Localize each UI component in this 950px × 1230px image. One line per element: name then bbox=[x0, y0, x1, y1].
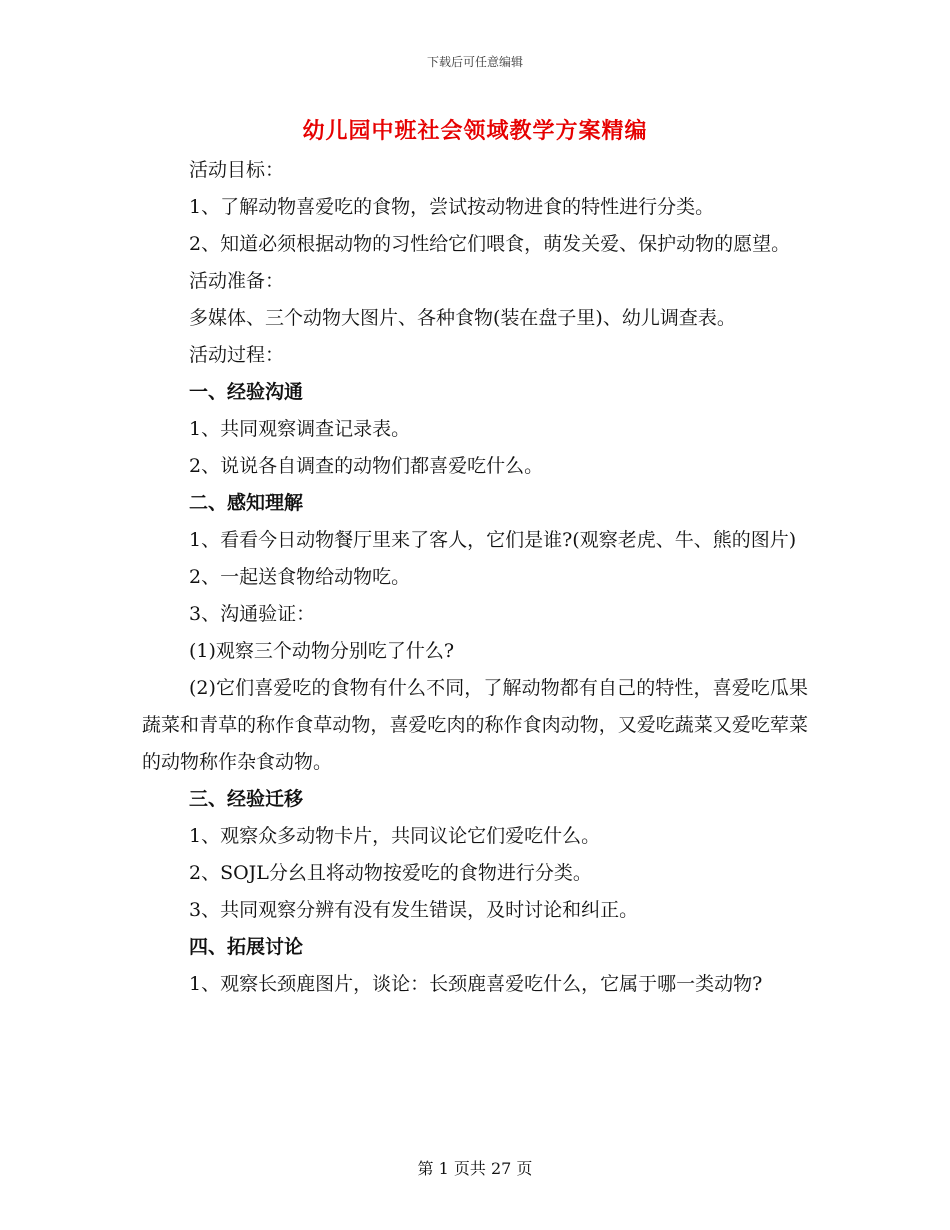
paragraph: 3、共同观察分辨有没有发生错误，及时讨论和纠正。 bbox=[189, 899, 639, 921]
paragraph: 多媒体、三个动物大图片、各种食物(装在盘子里)、幼儿调查表。 bbox=[189, 307, 736, 329]
paragraph: 1、看看今日动物餐厅里来了客人，它们是谁?(观察老虎、牛、熊的图片) bbox=[189, 529, 797, 551]
paragraph: 2、说说各自调查的动物们都喜爱吃什么。 bbox=[189, 455, 544, 477]
document-body bbox=[142, 152, 808, 1003]
page-number: 第 1 页共 27 页 bbox=[417, 1159, 533, 1178]
section-heading: 一、经验沟通 bbox=[189, 381, 304, 403]
paragraph: 活动目标： bbox=[189, 159, 285, 181]
paragraph: (2)它们喜爱吃的食物有什么不同，了解动物都有自己的特性，喜爱吃瓜果蔬菜和青草的称作食草动物，喜爱吃肉的称作食肉动物，又爱吃蔬菜又爱吃荤菜的动物称作杂食动物。 bbox=[142, 677, 808, 773]
document-title: 幼儿园中班社会领域教学方案精编 bbox=[302, 118, 648, 144]
section-heading: 三、经验迁移 bbox=[189, 788, 304, 810]
paragraph: 1、了解动物喜爱吃的食物，尝试按动物进食的特性进行分类。 bbox=[189, 196, 715, 218]
paragraph: 3、沟通验证： bbox=[189, 603, 316, 625]
section-heading: 四、拓展讨论 bbox=[189, 936, 304, 958]
paragraph: 1、共同观察调查记录表。 bbox=[189, 418, 411, 440]
paragraph: (1)观察三个动物分别吃了什么? bbox=[189, 640, 455, 662]
section-heading: 二、感知理解 bbox=[189, 492, 304, 514]
page-header-note: 下载后可任意编辑 bbox=[426, 55, 523, 69]
paragraph: 1、观察长颈鹿图片，谈论：长颈鹿喜爱吃什么，它属于哪一类动物? bbox=[189, 973, 763, 995]
paragraph: 活动准备： bbox=[189, 270, 285, 292]
paragraph: 2、知道必须根据动物的习性给它们喂食，萌发关爱、保护动物的愿望。 bbox=[189, 233, 791, 255]
paragraph: 2、一起送食物给动物吃。 bbox=[189, 566, 411, 588]
paragraph: 1、观察众多动物卡片，共同议论它们爱吃什么。 bbox=[189, 825, 601, 847]
paragraph: 2、SOJL分幺且将动物按爱吃的食物进行分类。 bbox=[189, 862, 592, 884]
paragraph: 活动过程： bbox=[189, 344, 285, 366]
